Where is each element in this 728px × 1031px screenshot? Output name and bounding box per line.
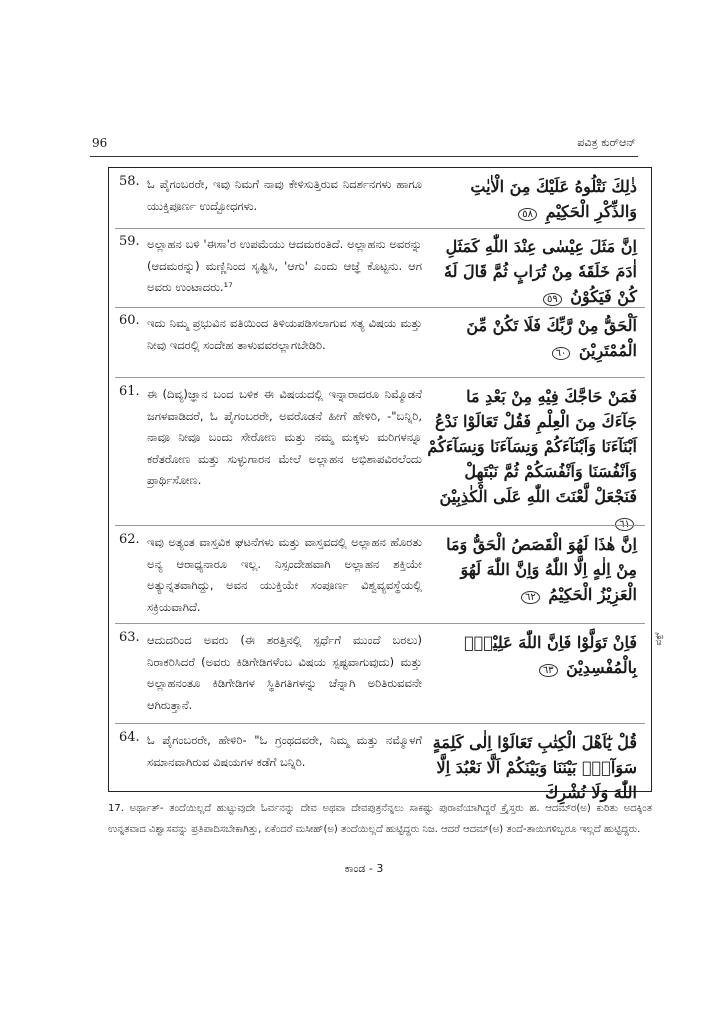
verse-arabic: اِنَّ مَثَلَ عِيْسٰى عِنْدَ اللّٰهِ كَمَثَلِ اٰدَمَ خَلَقَهٗ مِنْ تُرَابٍ ثُمَّ قَالَ لَهٗ كُنْ فَيَكُوْنُ ٥٩ bbox=[444, 237, 637, 306]
verse-separator bbox=[115, 623, 645, 624]
verse-arabic: قُلْ يٰٓاَهْلَ الْكِتٰبِ تَعَالَوْا اِلٰى كَلِمَةٍ سَوَآءٍۢ بَيْنَنَا وَبَيْنَكُمْ اَلَّا نَعْبُدَ اِلَّا اللّٰهَ وَلَا نُشْرِكَ bbox=[432, 733, 637, 802]
ayah-number: ٥٩ bbox=[543, 293, 562, 306]
verse-arabic: اَلْحَقُّ مِنْ رَّبِّكَ فَلَا تَكُنْ مِّنَ الْمُمْتَرِيْنَ ٦٠ bbox=[466, 316, 637, 360]
verse-translation: ಇದು ನಿಮ್ಮ ಪ್ರಭುವಿನ ವತಿಯಿಂದ ತಿಳಿಯಪಡಿಸಲಾಗುವ ಸತ್ಯ ವಿಷಯ ಮತ್ತು ನೀವು ಇದರಲ್ಲಿ ಸಂದೇಹ ತಾಳುವವರಲ್ಲಾಗಬೇಡಿರಿ. bbox=[147, 316, 422, 352]
verse-translation: ಈ (ದಿವ್ಯ)ಜ್ಞಾನ ಬಂದ ಬಳಿಕ ಈ ವಿಷಯದಲ್ಲಿ ಇನ್ನಾರಾದರೂ ನಿಮ್ಮೊಡನೆ ಜಗಳವಾಡಿದರೆ, ಓ ಪೈಗಂಬರರೇ, ಅವರೊಡನೆ ಹೀಗೆ ಹೇಳಿರಿ, -"ಬನ್ನಿರಿ, ನಾವೂ ನೀವೂ ಬಂದು ಸೇರೋಣ ಮತ್ತು ನಮ್ಮ ಮಕ್ಕಳು ಮರಿಗಳನ್ನೂ ಕರೆತರೋಣ ಮತ್ತು ಸುಳ್ಳುಗಾರನ ಮೇಲೆ ಅಲ್ಲಾಹನ ಅಭಿಶಾಪವಿರಲೆಂದು ಪ್ರಾರ್ಥಿಸೋಣ. bbox=[147, 387, 422, 487]
verse-separator bbox=[115, 723, 645, 724]
verse-translation: ಓ ಪೈಗಂಬರರೇ, ಇವು ನಿಮಗೆ ನಾವು ಕೇಳಿಸುತ್ತಿರುವ ನಿದರ್ಶನಗಳು ಹಾಗೂ ಯುಕ್ತಿಪೂರ್ಣ ಉದ್ಬೋಧಗಳು. bbox=[147, 177, 422, 213]
margin-waqf-mark: ವಕ್ಫ್ bbox=[654, 632, 664, 646]
verse-separator bbox=[115, 525, 645, 526]
ayah-number: ٦٣ bbox=[539, 664, 558, 677]
verse-frame bbox=[108, 167, 652, 802]
header-rule bbox=[90, 156, 638, 157]
verse-arabic: فَاِنْ تَوَلَّوْا فَاِنَّ اللّٰهَ عَلِيْمٌۢ بِالْمُفْسِدِيْنَ ٦٣ bbox=[464, 633, 637, 677]
verse-separator bbox=[115, 228, 645, 229]
verse-translation: ಇವು ಅತ್ಯಂತ ವಾಸ್ತವಿಕ ಘಟನೆಗಳು ಮತ್ತು ವಾಸ್ತವದಲ್ಲಿ ಅಲ್ಲಾಹನ ಹೊರತು ಅನ್ಯ ಆರಾಧ್ಯನಾರೂ ಇಲ್ಲ. ನಿಸ್ಸಂದೇಹವಾಗಿ ಅಲ್ಲಾಹನ ಶಕ್ತಿಯೇ ಅತ್ಯುನ್ನತವಾಗಿದ್ದು, ಅವನ ಯುಕ್ತಿಯೇ ಸಂಪೂರ್ಣ ವಿಶ್ವವ್ಯವಸ್ಥೆಯಲ್ಲಿ ಸಕ್ರಿಯವಾಗಿದೆ. bbox=[147, 535, 422, 614]
verse-separator bbox=[115, 307, 645, 308]
verse-number: 63. bbox=[119, 630, 140, 645]
ayah-number: ٥٨ bbox=[518, 208, 537, 221]
verse-arabic: فَمَنْ حَاجَّكَ فِيْهِ مِنْ بَعْدِ مَا جَآءَكَ مِنَ الْعِلْمِ فَقُلْ تَعَالَوْا نَدْعُ اَبْنَآءَنَا وَاَبْنَآءَكُمْ وَنِسَآءَنَا وَنِسَآءَكُمْ وَاَنْفُسَنَا وَاَنْفُسَكُمْ ثُمَّ نَبْتَهِلْ فَنَجْعَلْ لَّعْنَتَ اللّٰهِ عَلَى الْكٰذِبِيْنَ ٦١ bbox=[427, 387, 637, 530]
verse-number: 62. bbox=[119, 532, 140, 547]
verse-number: 61. bbox=[119, 384, 140, 399]
verse-arabic: اِنَّ هٰذَا لَهُوَ الْقَصَصُ الْحَقُّ وَمَا مِنْ اِلٰهٍ اِلَّا اللّٰهُ وَاِنَّ اللّٰهَ لَهُوَ الْعَزِيْزُ الْحَكِيْمُ ٦٢ bbox=[446, 535, 637, 604]
page-footer: ಕಾಂಡ - 3 bbox=[344, 862, 384, 875]
verse-number: 64. bbox=[119, 730, 140, 745]
page-number: 96 bbox=[92, 136, 108, 150]
running-title: ಪವಿತ್ರ ಕುರ್‌ಆನ್ bbox=[577, 136, 636, 149]
ayah-number: ٦١ bbox=[615, 518, 634, 531]
verse-translation: ಓ ಪೈಗಂಬರರೇ, ಹೇಳಿರಿ- "ಓ ಗ್ರಂಥದವರೇ, ನಿಮ್ಮ ಮತ್ತು ನಮ್ಮೊಳಗೆ ಸಮಾನವಾಗಿರುವ ವಿಷಯಗಳ ಕಡೆಗೆ ಬನ್ನಿರಿ. bbox=[147, 733, 422, 769]
verse-separator bbox=[115, 377, 645, 378]
ayah-number: ٦٠ bbox=[552, 347, 571, 360]
verse-translation: ಆದುದರಿಂದ ಅವರು (ಈ ಶರತ್ತಿನಲ್ಲಿ ಸ್ಪರ್ಧೆಗೆ ಮುಂದೆ ಬರಲು) ನಿರಾಕರಿಸಿದರೆ (ಅವರು ಕಿಡಿಗೇಡಿಗಳೆಂಬ ವಿಷಯ ಸ್ಪಷ್ಟವಾಗುವುದು) ಮತ್ತು ಅಲ್ಲಾಹನಂತೂ ಕಿಡಿಗೇಡಿಗಳ ಸ್ಥಿತಿಗತಿಗಳನ್ನು ಚೆನ್ನಾಗಿ ಅರಿತಿರುವವನೇ ಆಗಿರುತ್ತಾನೆ. bbox=[147, 633, 422, 712]
verse-number: 60. bbox=[119, 313, 140, 328]
verse-number: 58. bbox=[119, 174, 140, 189]
verse-arabic: ذٰلِكَ نَتْلُوهُ عَلَيْكَ مِنَ الْاٰيٰتِ وَالذِّكْرِ الْحَكِيْمِ ٥٨ bbox=[470, 177, 637, 221]
ayah-number: ٦٢ bbox=[521, 591, 540, 604]
verse-translation: ಅಲ್ಲಾಹನ ಬಳಿ 'ಈಸಾ'ರ ಉಪಮೆಯು ಆದಮರಂತಿದೆ. ಅಲ್ಲಾಹನು ಅವರನ್ನು (ಆದಮರನ್ನು) ಮಣ್ಣಿನಿಂದ ಸೃಷ್ಟಿಸಿ, 'ಆಗು' ಎಂದು ಆಜ್ಞೆ ಕೊಟ್ಟನು. ಆಗ ಅವರು ಉಂಟಾದರು.¹⁷ bbox=[147, 237, 422, 294]
footnote: 17. ಅರ್ಥಾತ್- ತಂದೆಯಿಲ್ಲದೆ ಹುಟ್ಟುವುದೇ ಓರ್ವನನ್ನು ದೇವ ಅಥವಾ ದೇವಪುತ್ರನೆನ್ನಲು ಸಾಕಷ್ಟು ಪುರಾವೆಯಾಗಿದ್ದರೆ ಕ್ರೈಸ್ತರು ಹ. ಆದಮ್‌ರ(ಅ) ಕುರಿತು ಅದಕ್ಕಿಂತ ಉನ್ನತವಾದ ವಿಶ್ವಾಸವನ್ನು ಪ್ರತಿಪಾದಿಸಬೇಕಾಗಿತ್ತು, ಏಕೆಂದರೆ ಮಸೀಹ್(ಅ) ತಂದೆಯಿಲ್ಲದೆ ಹುಟ್ಟಿದ್ದರು ನಿಜ. ಆದರೆ ಆದಮ್(ಅ) ತಂದೆ-ತಾಯಿಗಳಿಬ್ಬರೂ ಇಲ್ಲದೆ ಹುಟ್ಟಿದ್ದರು. bbox=[108, 803, 652, 835]
verse-number: 59. bbox=[119, 234, 140, 249]
